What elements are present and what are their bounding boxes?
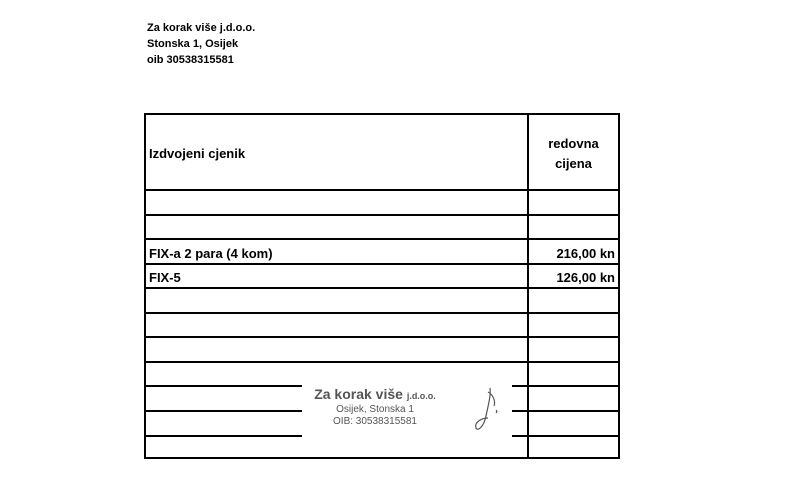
signature-icon <box>470 382 506 438</box>
header-price <box>529 134 618 174</box>
row-price-fix5: 126,00 kn <box>556 270 615 285</box>
company-oib: oib 30538315581 <box>147 54 234 66</box>
row-price-fixa: 216,00 kn <box>556 246 615 261</box>
stamp-name-main: Za korak više <box>314 386 403 402</box>
stamp-name-suffix: j.d.o.o. <box>406 391 436 401</box>
row-divider <box>146 189 618 191</box>
header-price-line1: redovna <box>548 136 599 151</box>
header-label: Izdvojeni cjenik <box>149 146 246 161</box>
stamp-name <box>302 386 448 404</box>
stamp-text <box>302 386 448 428</box>
row-divider <box>146 287 618 289</box>
company-address: Stonska 1, Osijek <box>147 38 239 50</box>
company-stamp <box>302 378 512 440</box>
row-divider <box>146 214 618 216</box>
row-divider <box>146 361 618 363</box>
company-info <box>147 20 255 68</box>
row-label-fix5: FIX-5 <box>149 270 181 285</box>
row-divider <box>146 263 618 265</box>
row-divider <box>146 312 618 314</box>
row-divider <box>146 336 618 338</box>
header-price-line2: cijena <box>555 156 592 171</box>
row-divider <box>146 238 618 240</box>
company-name: Za korak više j.d.o.o. <box>147 22 256 34</box>
stamp-oib: OIB: 30538315581 <box>333 416 417 427</box>
row-label-fixa: FIX-a 2 para (4 kom) <box>149 246 273 261</box>
stamp-address: Osijek, Stonska 1 <box>336 404 414 415</box>
